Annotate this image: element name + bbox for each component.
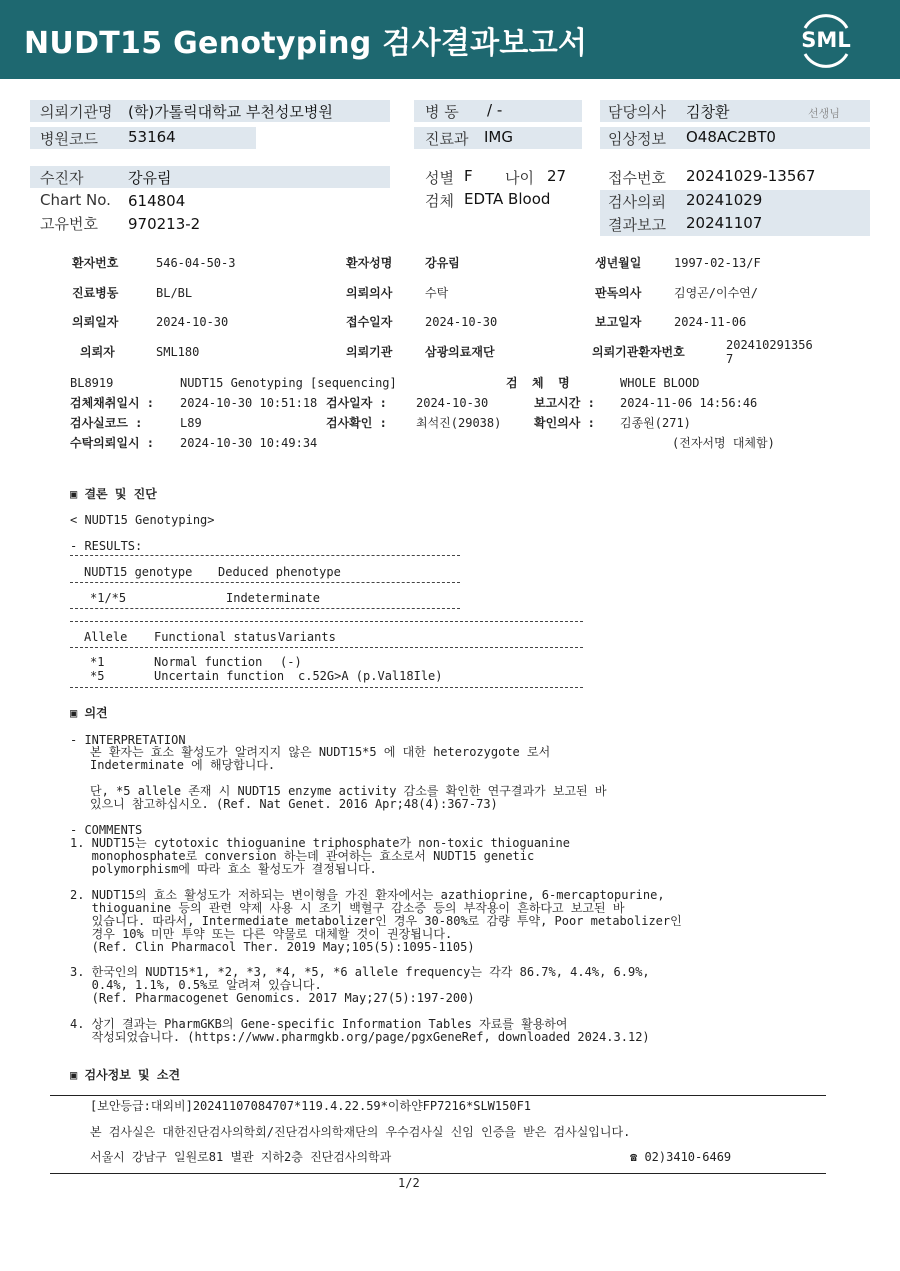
age-value: 27 [547,167,567,185]
allele-row-1-status: Normal function [154,655,263,669]
allele-row-2-variant: c.52G>A (p.Val18Ile) [298,669,443,683]
opinion-heading: ▣ 의견 [70,706,108,720]
test-name: NUDT15 Genotyping [sequencing] [180,376,397,390]
grid-r4-value3: 202410291356 [726,338,813,352]
col-status: Functional status [154,630,277,644]
confirm-label: 검사확인 : [326,416,387,430]
footer-rule-top [50,1095,826,1096]
receipt-value: 20241029-13567 [686,167,816,185]
comment-4-line: 4. 상기 결과는 PharmGKB의 Gene-specific Information Tables 자료를 활용하여 [70,1017,568,1031]
hospital-code-value: 53164 [128,128,176,146]
allele-row-2-allele: *5 [90,669,105,683]
grid-r3-value3: 2024-11-06 [674,315,747,329]
lab-code-value: L89 [180,416,202,430]
hospital-code-label: 병원코드 [40,130,98,148]
divider [70,687,583,688]
dept-label: 진료과 [425,130,469,148]
certification-line: 본 검사실은 대한진단검사의학회/진단검사의학재단의 우수검사실 신임 인증을 받은 검사실입니다. [90,1125,631,1139]
divider [70,647,583,648]
sml-logo [797,12,855,68]
test-code: BL8919 [70,376,114,390]
page-number: 1/2 [398,1176,420,1190]
comment-3-line: 0.4%, 1.1%, 0.5%로 알려져 있습니다. [70,978,322,992]
clinical-label: 임상정보 [608,130,666,148]
report-time-label: 보고시간 : [534,396,595,410]
allele-row-1-variant: (-) [280,655,302,669]
doctor-label: 담당의사 [608,103,666,121]
confirm-doctor-value: 김종원(271) [620,416,691,430]
grid-r1-label1: 환자번호 [72,256,119,270]
grid-r3-label1: 의뢰일자 [72,315,119,329]
interpretation-label: - INTERPRETATION [70,733,186,747]
comment-4-line: 작성되었습니다. (https://www.pharmgkb.org/page/pgxGeneRef, downloaded 2024.3.12) [70,1030,650,1044]
genotype-value: *1/*5 [90,591,127,605]
grid-r3-value2: 2024-10-30 [425,315,498,329]
comment-2-line: thioguanine 등의 관련 약제 사용 시 조기 백혈구 감소증 등의 부작용이 흔하다고 보고된 바 [70,901,625,915]
test-date-label: 검사일자 : [326,396,387,410]
collect-value: 2024-10-30 10:51:18 [180,396,318,410]
test-date-value: 2024-10-30 [416,396,489,410]
col-variants: Variants [278,630,336,644]
report-label: 결과보고 [608,216,666,234]
divider [70,621,583,622]
grid-r3-value1: 2024-10-30 [156,315,229,329]
comment-3-line: (Ref. Pharmacogenet Genomics. 2017 May;27(5):197-200) [70,991,475,1005]
confirm-doctor-label: 확인의사 : [534,416,595,430]
interpretation-line: 본 환자는 효소 활성도가 알려지지 않은 NUDT15*5 에 대한 heterozygote 로서 [90,745,551,759]
consign-value: 2024-10-30 10:49:34 [180,436,318,450]
interpretation-line: Indeterminate 에 해당합니다. [90,758,276,772]
grid-r2-value2: 수탁 [425,286,449,300]
comments-label: - COMMENTS [70,823,143,837]
logo-text: SML [801,28,851,52]
grid-r1-label3: 생년월일 [595,256,642,270]
results-heading: ▣ 결론 및 진단 [70,487,157,501]
grid-r1-value1: 546-04-50-3 [156,256,236,270]
specimen-name-label: 검 체 명 [506,376,570,390]
comment-1-line: monophosphate로 conversion 하는데 관여하는 효소로서 NUDT15 genetic [70,849,535,863]
report-title: NUDT15 Genotyping 검사결과보고서 [24,26,588,61]
comment-2-line: (Ref. Clin Pharmacol Ther. 2019 May;105(5):1095-1105) [70,940,475,954]
grid-r4-value1: SML180 [156,345,200,359]
col-phenotype: Deduced phenotype [218,565,341,579]
request-label: 검사의뢰 [608,193,666,211]
divider [70,608,460,609]
comment-1-line: 1. NUDT15는 cytotoxic thioguanine triphosphate가 non-toxic thioguanine [70,836,571,850]
chart-value: 614804 [128,192,186,210]
comment-1-line: polymorphism에 따라 효소 활성도가 결정됩니다. [70,862,377,876]
grid-r1-value3: 1997-02-13/F [674,256,761,270]
unique-label: 고유번호 [40,215,98,233]
patient-value: 강유림 [128,169,172,187]
footer-heading: ▣ 검사정보 및 소견 [70,1068,181,1082]
specimen-value: EDTA Blood [464,190,551,208]
grid-r4-value2: 삼광의료재단 [425,345,495,359]
report-time-value: 2024-11-06 14:56:46 [620,396,758,410]
divider [70,582,460,583]
report-value: 20241107 [686,214,763,232]
receipt-label: 접수번호 [608,169,666,187]
allele-row-2-status: Uncertain function [154,669,285,683]
clinical-value: O48AC2BT0 [686,128,776,146]
security-line: [보안등급:대외비]20241107084707*119.4.22.59*이하얀FP7216*SLW150F1 [90,1099,532,1113]
specimen-label: 검체 [425,192,454,210]
comment-3-line: 3. 한국인의 NUDT15*1, *2, *3, *4, *5, *6 allele frequency는 각각 86.7%, 4.4%, 6.9%, [70,965,650,979]
comment-2-line: 2. NUDT15의 효소 활성도가 저하되는 변이형을 가진 환자에서는 azathioprine, 6-mercaptopurine, [70,888,665,902]
doctor-value: 김창환 [686,103,730,121]
address-line: 서울시 강남구 일원로81 별관 지하2층 진단검사의학과 [90,1150,392,1164]
sex-label: 성별 [425,169,454,187]
age-label: 나이 [505,169,534,187]
grid-r1-label2: 환자성명 [346,256,393,270]
collect-label: 검체채취일시 : [70,396,155,410]
doctor-suffix: 선생님 [808,107,840,120]
grid-r3-label2: 접수일자 [346,315,393,329]
grid-r2-value3: 김영곤/이수연/ [674,286,759,300]
divider [70,555,460,556]
grid-r2-label1: 진료병동 [72,286,119,300]
lab-code-label: 검사실코드 : [70,416,143,430]
esign-note: (전자서명 대체함) [672,436,775,450]
allele-row-1-allele: *1 [90,655,105,669]
col-genotype: NUDT15 genotype [84,565,193,579]
ward-label: 병 동 [425,103,459,121]
ward-value: / - [487,101,503,119]
grid-r4-label1: 의뢰자 [80,345,115,359]
col-allele: Allele [84,630,128,644]
interpretation-line: 있으니 참고하십시오. (Ref. Nat Genet. 2016 Apr;48(4):367-73) [90,797,498,811]
specimen-name-value: WHOLE BLOOD [620,376,700,390]
sex-value: F [464,167,473,185]
grid-r2-label3: 판독의사 [595,286,642,300]
hospital-label: 의뢰기관명 [40,103,113,121]
footer-rule-bottom [50,1173,826,1174]
phenotype-value: Indeterminate [226,591,320,605]
grid-r2-value1: BL/BL [156,286,193,300]
grid-r4-label2: 의뢰기관 [346,345,393,359]
phone-line: ☎ 02)3410-6469 [630,1150,732,1164]
comment-2-line: 경우 10% 미만 투약 또는 다른 약물로 대체할 것이 권장됩니다. [70,927,453,941]
grid-r1-value2: 강유림 [425,256,460,270]
results-subtitle: < NUDT15 Genotyping> [70,513,215,527]
comment-2-line: 있습니다. 따라서, Intermediate metabolizer인 경우 30-80%로 감량 투약, Poor metabolizer인 [70,914,682,928]
patient-bar [30,166,390,188]
patient-label: 수진자 [40,169,84,187]
dept-value: IMG [484,128,513,146]
results-label: - RESULTS: [70,539,143,553]
unique-value: 970213-2 [128,215,201,233]
consign-label: 수탁의뢰일시 : [70,436,155,450]
grid-r3-label3: 보고일자 [595,315,642,329]
confirm-value: 최석진(29038) [416,416,502,430]
grid-r2-label2: 의뢰의사 [346,286,393,300]
chart-label: Chart No. [40,191,111,209]
grid-r4-label3: 의뢰기관환자번호 [592,345,685,359]
grid-r4-value3-cont: 7 [726,352,734,366]
interpretation-line: 단, *5 allele 존재 시 NUDT15 enzyme activity 감소를 확인한 연구결과가 보고된 바 [90,784,607,798]
request-value: 20241029 [686,191,763,209]
report-header [0,0,900,79]
hospital-value: (학)가톨릭대학교 부천성모병원 [128,103,333,121]
